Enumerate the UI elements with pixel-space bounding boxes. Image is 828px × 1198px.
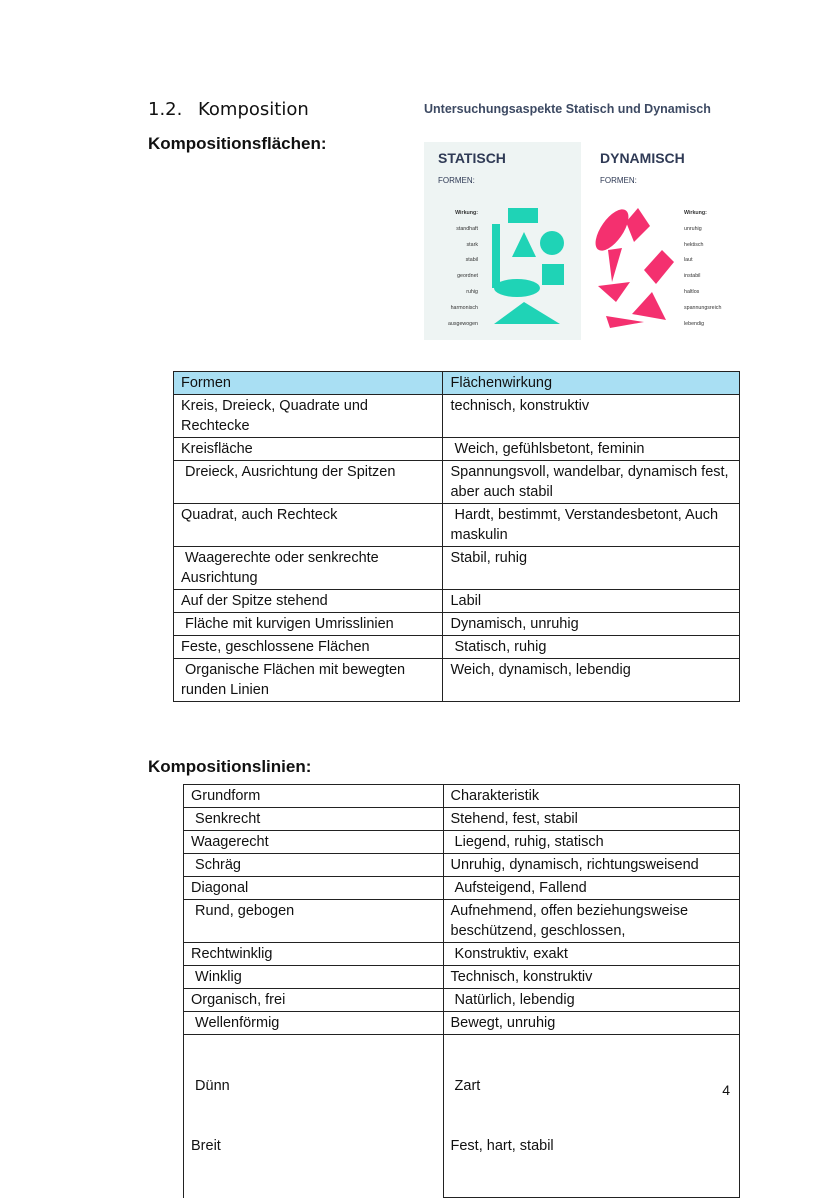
form-cell: Feste, geschlossene Flächen xyxy=(174,636,443,659)
dynamic-panel xyxy=(586,142,743,340)
static-triangle-shape xyxy=(512,232,536,257)
form-cell: Dreieck, Ausrichtung der Spitzen xyxy=(174,461,443,504)
static-panel xyxy=(424,142,581,340)
charakteristik-cell xyxy=(443,1035,740,1198)
charakteristik-cell: Natürlich, lebendig xyxy=(443,989,740,1012)
dynamic-wirkung-item: instabil xyxy=(684,273,701,280)
form-cell: Waagerechte oder senkrechte Ausrichtung xyxy=(174,547,443,590)
flaechen-table xyxy=(173,371,740,702)
dynamic-wedge-shape xyxy=(606,316,644,328)
wirkung-cell: Dynamisch, unruhig xyxy=(443,613,740,636)
grundform-cell: Schräg xyxy=(184,854,444,877)
table-row xyxy=(174,590,740,613)
header-cell-formen: Formen xyxy=(174,372,443,395)
static-base-triangle-shape xyxy=(494,302,560,324)
dynamic-subtitle: FORMEN: xyxy=(600,176,637,185)
dynamic-wirkung-item: spannungsreich xyxy=(684,304,722,311)
dynamic-wirkung-item: lebendig xyxy=(684,320,705,327)
table-row xyxy=(174,636,740,659)
table-row xyxy=(174,438,740,461)
dynamic-wirkung-item: unruhig xyxy=(684,225,702,232)
grundform-line: Dünn xyxy=(191,1078,230,1094)
static-wirkung-item: stark xyxy=(466,241,478,248)
static-wirkung-item: harmonisch xyxy=(450,304,478,311)
table-header-row xyxy=(174,372,740,395)
charakteristik-cell: Liegend, ruhig, statisch xyxy=(443,831,740,854)
dynamic-wirkung-label: Wirkung: xyxy=(684,210,707,216)
charakteristik-cell: Aufsteigend, Fallend xyxy=(443,877,740,900)
table-header-row xyxy=(184,785,740,808)
linien-heading: Kompositionslinien: xyxy=(148,757,312,776)
form-cell: Auf der Spitze stehend xyxy=(174,590,443,613)
charakteristik-cell: Unruhig, dynamisch, richtungsweisend xyxy=(443,854,740,877)
dynamic-kite-shape xyxy=(626,208,650,242)
section-heading xyxy=(148,99,309,120)
section-title: Komposition xyxy=(198,99,309,120)
grundform-cell: Rund, gebogen xyxy=(184,900,444,943)
static-wirkung-item: geordnet xyxy=(457,273,478,280)
flaechen-heading: Kompositionsflächen: xyxy=(148,134,327,153)
static-title: STATISCH xyxy=(438,150,506,166)
form-cell: Quadrat, auch Rechteck xyxy=(174,504,443,547)
grundform-line: Breit xyxy=(191,1138,221,1154)
charakteristik-cell: Technisch, konstruktiv xyxy=(443,966,740,989)
dynamic-shapes xyxy=(586,142,743,340)
dynamic-diamond-shape xyxy=(644,250,674,284)
static-subtitle: FORMEN: xyxy=(438,176,475,185)
static-rect-shape xyxy=(508,208,538,223)
dynamic-ellipse-shape xyxy=(589,204,635,256)
charakteristik-cell: Stehend, fest, stabil xyxy=(443,808,740,831)
form-cell: Fläche mit kurvigen Umrisslinien xyxy=(174,613,443,636)
static-wirkung-item: ruhig xyxy=(466,288,478,295)
table-row xyxy=(174,504,740,547)
grundform-cell xyxy=(184,1035,444,1198)
table-row xyxy=(184,831,740,854)
figure-caption: Untersuchungsaspekte Statisch und Dynamisch xyxy=(424,102,711,116)
table-row xyxy=(184,989,740,1012)
static-wirkung-item: standhaft xyxy=(456,225,478,232)
table-row xyxy=(174,547,740,590)
dynamic-triangle-shape xyxy=(632,292,666,320)
grundform-cell: Organisch, frei xyxy=(184,989,444,1012)
table-row xyxy=(174,659,740,702)
table-row xyxy=(184,877,740,900)
charakteristik-line: Fest, hart, stabil xyxy=(450,1138,554,1154)
page-number: 4 xyxy=(722,1082,730,1098)
grundform-cell: Waagerecht xyxy=(184,831,444,854)
form-cell: Kreis, Dreieck, Quadrate und Rechtecke xyxy=(174,395,443,438)
wirkung-cell: technisch, konstruktiv xyxy=(443,395,740,438)
static-wirkung-item: ausgewogen xyxy=(447,320,478,327)
header-cell-grundform: Grundform xyxy=(184,785,444,808)
static-wirkung-item: stabil xyxy=(465,257,478,264)
grundform-cell: Wellenförmig xyxy=(184,1012,444,1035)
static-bar-shape xyxy=(492,224,500,288)
wirkung-cell: Statisch, ruhig xyxy=(443,636,740,659)
static-circle-shape xyxy=(540,231,564,255)
wirkung-cell: Spannungsvoll, wandelbar, dynamisch fest, aber auch stabil xyxy=(443,461,740,504)
grundform-cell: Winklig xyxy=(184,966,444,989)
table-row xyxy=(184,1035,740,1198)
static-ellipse-shape xyxy=(494,279,540,297)
grundform-cell: Diagonal xyxy=(184,877,444,900)
table-row xyxy=(184,808,740,831)
grundform-cell: Senkrecht xyxy=(184,808,444,831)
grundform-cell: Rechtwinklig xyxy=(184,943,444,966)
charakteristik-cell: Konstruktiv, exakt xyxy=(443,943,740,966)
dynamic-wirkung-item: hektisch xyxy=(684,241,704,248)
header-cell-charakteristik: Charakteristik xyxy=(443,785,740,808)
section-number: 1.2. xyxy=(148,99,183,120)
charakteristik-line: Zart xyxy=(450,1078,481,1094)
charakteristik-cell: Bewegt, unruhig xyxy=(443,1012,740,1035)
wirkung-cell: Stabil, ruhig xyxy=(443,547,740,590)
table-row xyxy=(174,461,740,504)
dynamic-triangle-shape xyxy=(598,282,630,302)
table-row xyxy=(184,854,740,877)
table-row xyxy=(174,613,740,636)
table-row xyxy=(184,900,740,943)
header-cell-flaechenwirkung: Flächenwirkung xyxy=(443,372,740,395)
table-row xyxy=(174,395,740,438)
dynamic-wirkung-item: laut xyxy=(684,257,693,264)
static-square-shape xyxy=(542,264,564,285)
dynamic-title: DYNAMISCH xyxy=(600,150,685,166)
table-row xyxy=(184,966,740,989)
charakteristik-cell: Aufnehmend, offen beziehungsweise beschützend, geschlossen, xyxy=(443,900,740,943)
linien-table xyxy=(183,784,740,1198)
dynamic-wirkung-item: haltlos xyxy=(684,288,700,295)
wirkung-cell: Hardt, bestimmt, Verstandesbetont, Auch maskulin xyxy=(443,504,740,547)
dynamic-sliver-shape xyxy=(608,248,622,282)
form-cell: Kreisfläche xyxy=(174,438,443,461)
table-row xyxy=(184,1012,740,1035)
static-wirkung-label: Wirkung: xyxy=(455,210,478,216)
wirkung-cell: Weich, dynamisch, lebendig xyxy=(443,659,740,702)
static-shapes xyxy=(424,142,581,340)
wirkung-cell: Weich, gefühlsbetont, feminin xyxy=(443,438,740,461)
table-row xyxy=(184,943,740,966)
wirkung-cell: Labil xyxy=(443,590,740,613)
form-cell: Organische Flächen mit bewegten runden Linien xyxy=(174,659,443,702)
